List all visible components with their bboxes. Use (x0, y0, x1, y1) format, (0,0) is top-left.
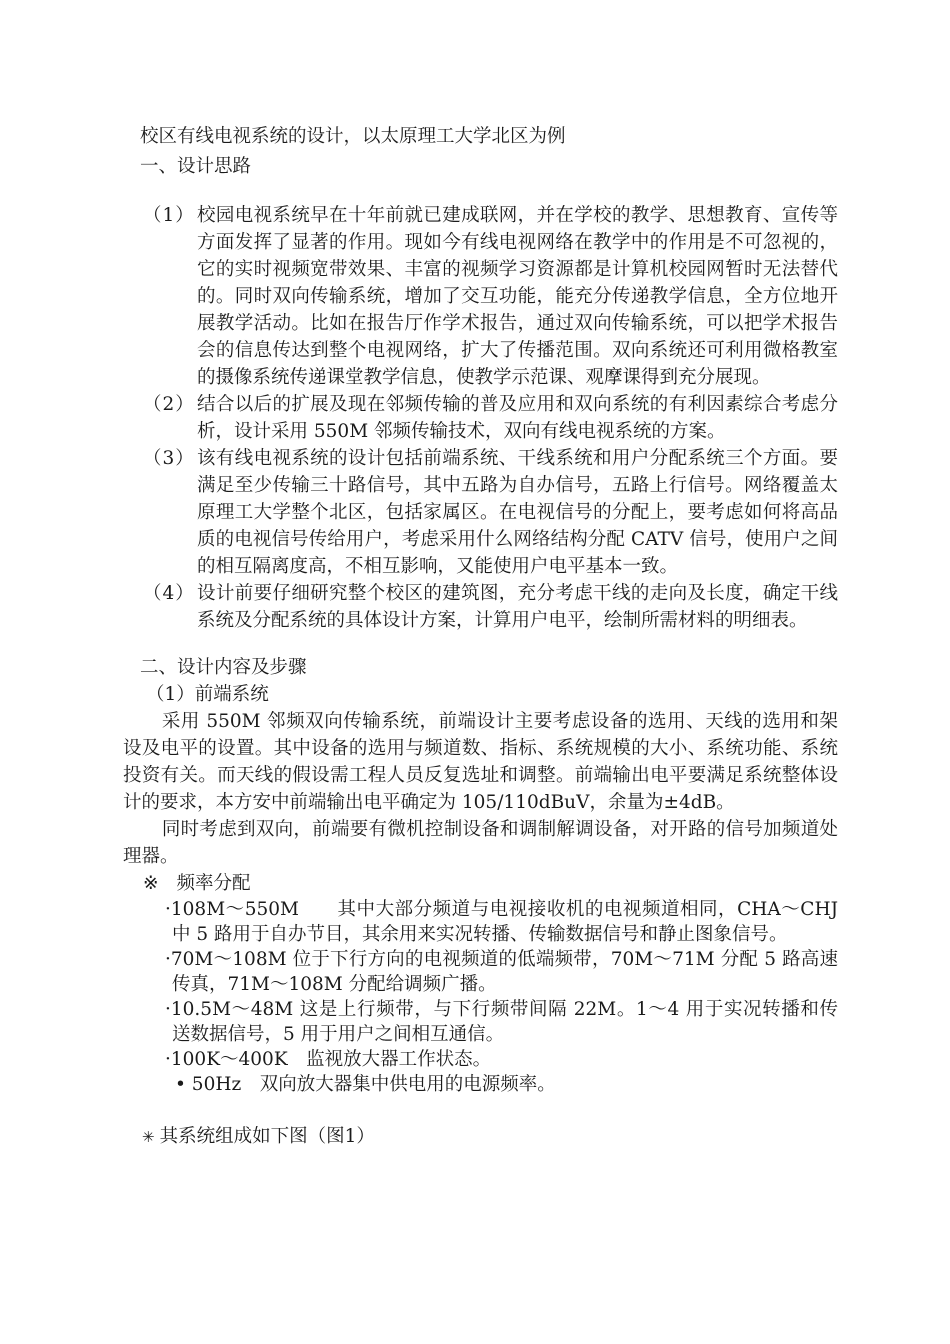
item-number: （1） (143, 205, 195, 226)
list-item (143, 202, 838, 391)
list-item (143, 445, 838, 580)
item-text: 该有线电视系统的设计包括前端系统、干线系统和用户分配系统三个方面。要满足至少传输三十路信号，其中五路为自办信号，五路上行信号。网络覆盖太原理工大学整个北区，包括家属区。在电视信号的分配上，要考虑如何将高品质的电视信号传给用户，考虑采用什么网络结构分配 CATV 信号，使用户之间的相互隔离度高，不相互影响，又能使用户电平基本一致。 (197, 448, 838, 577)
frequency-band-item: • 50Hz 双向放大器集中供电用的电源频率。 (175, 1074, 556, 1095)
frontend-system-paragraph-2: 同时考虑到双向，前端要有微机控制设备和调制解调设备，对开路的信号加频道处理器。 (123, 819, 838, 867)
list-item (143, 391, 838, 445)
figure-reference-text: 其系统组成如下图（图1） (159, 1126, 375, 1147)
item-text: 结合以后的扩展及现在邻频传输的普及应用和双向系统的有利因素综合考虑分析，设计采用 550M 邻频传输技术，双向有线电视系统的方案。 (197, 394, 838, 442)
document-title: 校区有线电视系统的设计，以太原理工大学北区为例 (140, 126, 566, 147)
frequency-bands-list (165, 897, 838, 1097)
design-ideas-list (123, 202, 838, 634)
frequency-band-item: ·108M～550M 其中大部分频道与电视接收机的电视频道相同，CHA～CHJ 中 5 路用于自办节目，其余用来实况转播、传输数据信号和静止图象信号。 (165, 899, 838, 945)
frequency-band-item: ·70M～108M 位于下行方向的电视频道的低端频带，70M～71M 分配 5 路高速传真，71M～108M 分配给调频广播。 (165, 949, 838, 995)
frequency-band-item: ·10.5M～48M 这是上行频带，与下行频带间隔 22M。1～4 用于实况转播和传送数据信号，5 用于用户之间相互通信。 (165, 999, 838, 1045)
item-text: 校园电视系统早在十年前就已建成联网，并在学校的教学、思想教育、宣传等方面发挥了显著的作用。现如今有线电视网络在教学中的作用是不可忽视的，它的实时视频宽带效果、丰富的视频学习资源都是计算机校园网暂时无法替代的。同时双向传输系统，增加了交互功能，能充分传递教学信息，全方位地开展教学活动。比如在报告厅作学术报告，通过双向传输系统，可以把学术报告会的信息传达到整个电视网络，扩大了传播范围。双向系统还可利用微格教室的摄像系统传递课堂教学信息，使教学示范课、观摩课得到充分展现。 (197, 205, 838, 388)
reference-mark-icon: ※ (143, 873, 159, 894)
figure-reference-note (142, 1123, 838, 1151)
item-number: （3） (143, 448, 195, 469)
list-item (143, 580, 838, 634)
item-number: （2） (143, 394, 195, 415)
item-text: 设计前要仔细研究整个校区的建筑图，充分考虑干线的走向及长度，确定干线系统及分配系统的具体设计方案，计算用户电平，绘制所需材料的明细表。 (197, 583, 838, 631)
asterisk-icon: ✳ (142, 1128, 155, 1146)
frequency-allocation-label: 频率分配 (176, 873, 251, 894)
frequency-allocation-heading (143, 870, 838, 897)
frontend-system-paragraph-1: 采用 550M 邻频双向传输系统，前端设计主要考虑设备的选用、天线的选用和架设及电平的设置。其中设备的选用与频道数、指标、系统规模的大小、系统功能、系统投资有关。而天线的假设需工程人员反复选址和调整。前端输出电平要满足系统整体设计的要求，本方安中前端输出电平确定为 105/110dBuV，余量为±4dB。 (123, 711, 838, 813)
section-2-heading: 二、设计内容及步骤 (140, 657, 307, 678)
item-number: （4） (143, 583, 195, 604)
section-2-subheading: （1）前端系统 (146, 684, 269, 705)
frequency-band-item: ·100K～400K 监视放大器工作状态。 (165, 1049, 492, 1070)
section-1-heading: 一、设计思路 (140, 156, 252, 177)
